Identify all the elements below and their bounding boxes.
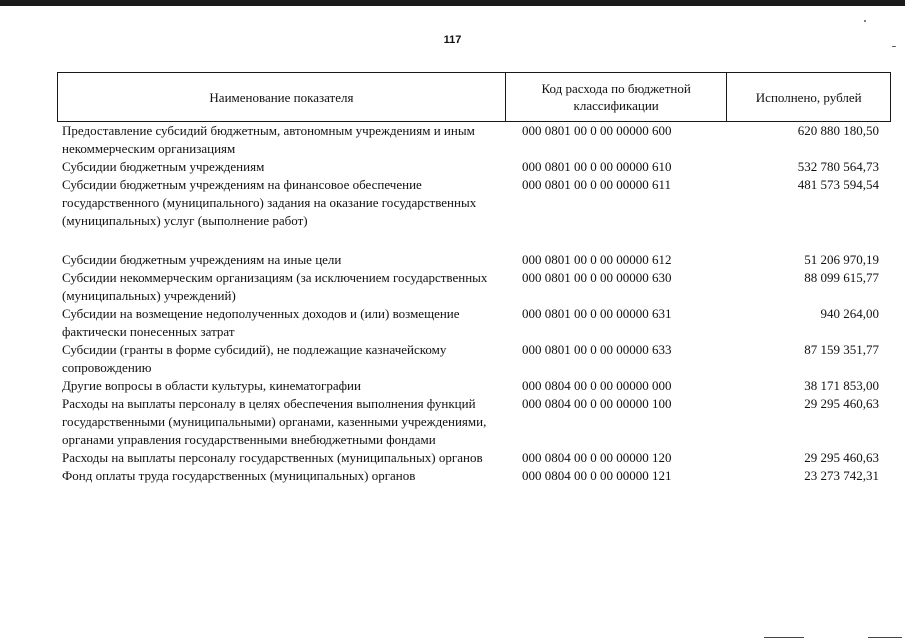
table-row (57, 467, 891, 485)
header-amount: Исполнено, рублей (726, 73, 890, 121)
row-name: Расходы на выплаты персоналу в целях обеспечения выполнения функций государственными (муниципальными) органами, казенными учреждениями, органами управления государственными внебюджетными фондами (62, 396, 487, 447)
row-amount: 481 573 594,54 (797, 177, 879, 192)
row-name: Субсидии на возмещение недополученных доходов и (или) возмещение фактически понесенных затрат (62, 306, 460, 339)
row-name: Субсидии бюджетным учреждениям на иные цели (62, 252, 342, 267)
row-code: 000 0801 00 0 00 00000 612 (522, 252, 672, 267)
table-row (57, 269, 891, 305)
row-amount: 88 099 615,77 (804, 270, 879, 285)
row-name: Другие вопросы в области культуры, кинематографии (62, 378, 361, 393)
scan-speck (892, 46, 896, 47)
row-code: 000 0804 00 0 00 00000 120 (522, 450, 672, 465)
table-row (57, 305, 891, 341)
table-row (57, 122, 891, 158)
row-code: 000 0801 00 0 00 00000 631 (522, 306, 672, 321)
table-row (57, 158, 891, 176)
row-amount: 87 159 351,77 (804, 342, 879, 357)
row-code: 000 0801 00 0 00 00000 633 (522, 342, 672, 357)
row-name: Фонд оплаты труда государственных (муниципальных) органов (62, 468, 416, 483)
row-name: Предоставление субсидий бюджетным, автономным учреждениям и иным некоммерческим организациям (62, 123, 475, 156)
row-amount: 940 264,00 (820, 306, 879, 321)
scan-bottom-mark (868, 637, 902, 638)
page-number: 117 (443, 34, 462, 46)
row-amount: 23 273 742,31 (804, 468, 879, 483)
table-row (57, 341, 891, 377)
table-row (57, 449, 891, 467)
row-name: Субсидии бюджетным учреждениям на финансовое обеспечение государственного (муниципального) задания на оказание государственных (муниципальных) услуг (выполнение работ) (62, 177, 477, 228)
row-code: 000 0801 00 0 00 00000 610 (522, 159, 672, 174)
scan-bottom-mark (764, 637, 804, 638)
table-header (57, 72, 891, 122)
header-code: Код расхода по бюджетной классификации (505, 73, 726, 121)
row-code: 000 0801 00 0 00 00000 600 (522, 123, 672, 138)
table-row (57, 395, 891, 449)
table-row (57, 251, 891, 269)
header-name: Наименование показателя (209, 89, 354, 105)
row-amount: 29 295 460,63 (804, 450, 879, 465)
table-row (57, 377, 891, 395)
table-row (57, 176, 891, 251)
row-amount: 51 206 970,19 (804, 252, 879, 267)
scan-speck (864, 20, 866, 22)
row-code: 000 0801 00 0 00 00000 630 (522, 270, 672, 285)
row-amount: 620 880 180,50 (797, 123, 879, 138)
row-name: Субсидии (гранты в форме субсидий), не подлежащие казначейскому сопровождению (62, 342, 447, 375)
row-amount: 38 171 853,00 (804, 378, 879, 393)
row-code: 000 0804 00 0 00 00000 100 (522, 396, 672, 411)
row-name: Субсидии бюджетным учреждениям (62, 159, 265, 174)
budget-table (57, 72, 891, 485)
row-amount: 29 295 460,63 (804, 396, 879, 411)
scan-top-border (0, 0, 905, 6)
row-code: 000 0804 00 0 00 00000 000 (522, 378, 672, 393)
row-name: Расходы на выплаты персоналу государственных (муниципальных) органов (62, 450, 483, 465)
row-code: 000 0801 00 0 00 00000 611 (522, 177, 672, 192)
row-amount: 532 780 564,73 (797, 159, 879, 174)
row-code: 000 0804 00 0 00 00000 121 (522, 468, 672, 483)
table-body (57, 122, 891, 485)
row-name: Субсидии некоммерческим организациям (за исключением государственных (муниципальных) учреждений) (62, 270, 488, 303)
